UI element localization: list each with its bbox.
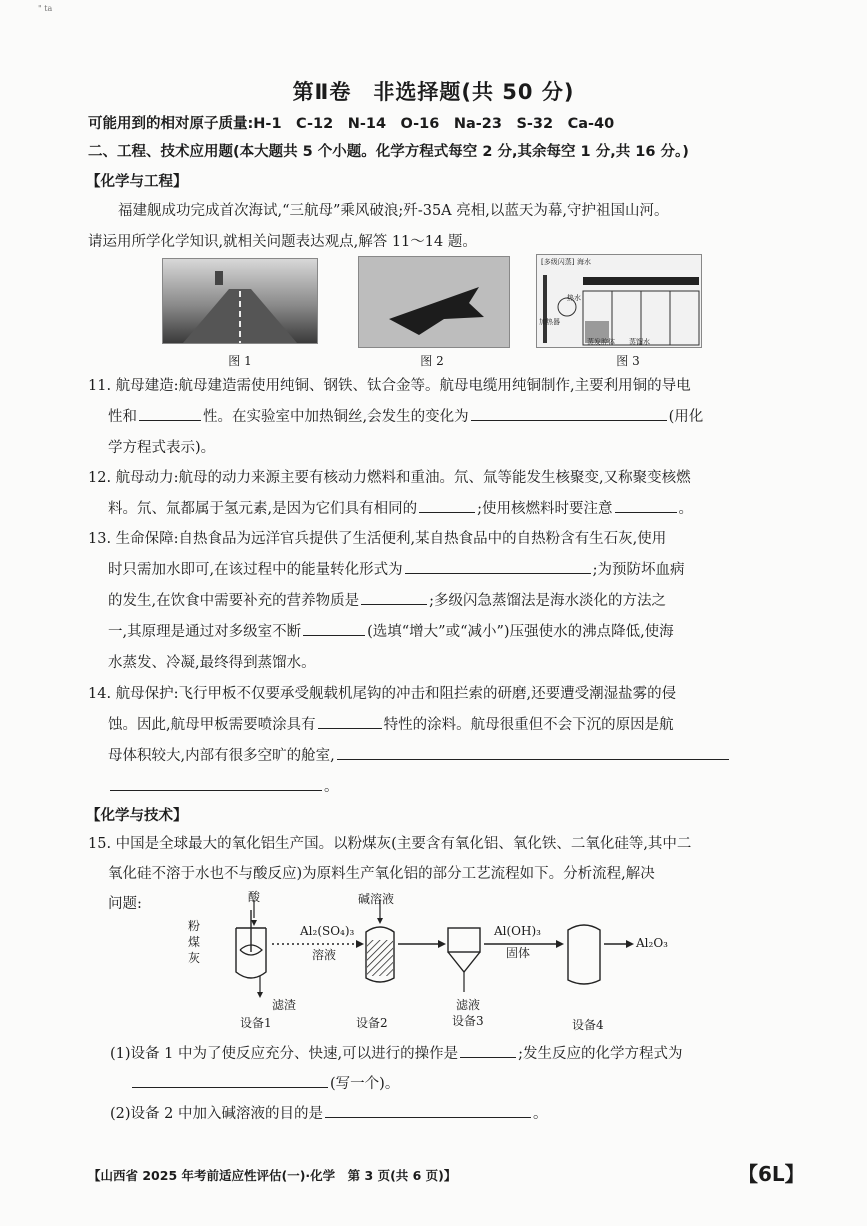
q15-part1-line-2 — [130, 1072, 399, 1093]
q13-text-6: (选填“增大”或“减小”)压强使水的沸点降低,使海 — [367, 624, 674, 640]
q12-line-2 — [108, 497, 693, 518]
q13-text-2: ;为预防坏血病 — [592, 562, 685, 578]
fig3-label-title: [多级闪蒸] — [541, 258, 575, 266]
q13-line-3 — [108, 589, 666, 610]
figure-3-caption: 图 3 — [616, 354, 640, 368]
corner-mark: " ta — [38, 4, 53, 13]
subsection-engineering: 【化学与工程】 — [86, 174, 188, 190]
flow-solution-formula: Al₂(SO₄)₃ — [300, 924, 355, 938]
atomic-masses: 可能用到的相对原子质量:H-1 C-12 N-14 O-16 Na-23 S-32 Ca-40 — [88, 116, 615, 132]
q15-line-3: 问题: — [108, 896, 142, 912]
q14-line-1: 14. 航母保护:飞行甲板不仅要承受舰载机尾钩的冲击和阻拦索的研磨,还要遭受潮湿盐雾的侵 — [88, 686, 677, 702]
q15-part1-line-1 — [110, 1042, 682, 1063]
q14-blank-2[interactable] — [337, 745, 729, 760]
figure-3-flash-distillation-diagram — [536, 254, 702, 348]
q13-text-4: ;多级闪急蒸馏法是海水淡化的方法之 — [429, 593, 666, 609]
q13-line-1: 13. 生命保障:自热食品为远洋官兵提供了生活便利,某自热食品中的自热粉含有生石灰,使用 — [88, 531, 667, 547]
q15-p2-text-1: (2)设备 2 中加入碱溶液的目的是 — [110, 1106, 323, 1122]
part-heading: 二、工程、技术应用题(本大题共 5 个小题。化学方程式每空 2 分,其余每空 1 分,共 16 分。) — [88, 144, 689, 160]
q12-text-2: ;使用核燃料时要注意 — [477, 501, 613, 517]
flow-solid-label: 固体 — [506, 946, 531, 960]
flow-device-1: 设备1 — [240, 1016, 272, 1030]
q13-text-1: 时只需加水即可,在该过程中的能量转化形式为 — [108, 562, 403, 578]
q11-text-1: 性和 — [108, 409, 137, 425]
q13-line-2 — [108, 558, 685, 579]
q12-text-1: 料。氘、氚都属于氢元素,是因为它们具有相同的 — [108, 501, 418, 517]
flow-device-2: 设备2 — [356, 1016, 388, 1030]
fig3-label-distilled: 蒸馏水 — [629, 338, 650, 346]
flow-device-3: 设备3 — [452, 1014, 484, 1028]
subsection-technology: 【化学与技术】 — [86, 808, 188, 824]
q15-p1-blank-1[interactable] — [460, 1043, 516, 1058]
flow-device-4: 设备4 — [572, 1018, 604, 1032]
q14-line-4 — [108, 775, 339, 796]
q11-text-3: (用化 — [668, 409, 704, 425]
flow-product-label: Al₂O₃ — [636, 936, 668, 950]
q11-line-2 — [108, 405, 703, 426]
q15-p1-text-3: (写一个)。 — [330, 1076, 400, 1092]
q15-p2-text-2: 。 — [532, 1106, 548, 1122]
q12-blank-2[interactable] — [615, 498, 677, 513]
q13-blank-3[interactable] — [303, 621, 365, 636]
q14-text-2: 特性的涂料。航母很重但不会下沉的原因是航 — [383, 717, 674, 733]
q15-p1-text-1: (1)设备 1 中为了使反应充分、快速,可以进行的操作是 — [110, 1046, 459, 1062]
fig3-label-chamber: 蒸发腔体 — [587, 338, 615, 346]
flow-alkali-label: 碱溶液 — [358, 892, 395, 906]
figure-1-caption: 图 1 — [228, 354, 252, 368]
q14-line-3 — [108, 744, 731, 765]
intro-line-2: 请运用所学化学知识,就相关问题表达观点,解答 11～14 题。 — [88, 234, 477, 250]
q13-text-5: 一,其原理是通过对多级室不断 — [108, 624, 302, 640]
q13-line-5: 水蒸发、冷凝,最终得到蒸馏水。 — [108, 655, 316, 671]
q15-p1-blank-2[interactable] — [132, 1073, 328, 1088]
q15-p2-blank[interactable] — [325, 1103, 531, 1118]
page-footer: 【山西省 2025 年考前适应性评估(一)·化学 第 3 页(共 6 页)】 — [88, 1168, 457, 1183]
flow-solution-label: 溶液 — [312, 948, 337, 962]
q12-line-1: 12. 航母动力:航母的动力来源主要有核动力燃料和重油。氘、氚等能发生核聚变,又称聚变核燃 — [88, 470, 691, 486]
fig3-label-heater: 加热器 — [539, 318, 560, 326]
q13-blank-1[interactable] — [405, 559, 591, 574]
figure-1-carrier-image — [162, 258, 318, 344]
section-title: 第Ⅱ卷 非选择题(共 50 分) — [292, 80, 575, 104]
q15-p1-text-2: ;发生反应的化学方程式为 — [518, 1046, 683, 1062]
page-code: 【6L】 — [738, 1162, 805, 1186]
flow-residue-label: 滤渣 — [272, 998, 297, 1012]
q12-blank-1[interactable] — [419, 498, 475, 513]
figure-2-caption: 图 2 — [420, 354, 444, 368]
q12-text-3: 。 — [678, 501, 693, 517]
q14-text-3: 母体积较大,内部有很多空旷的舱室, — [108, 748, 335, 764]
q15-part2-line — [110, 1102, 547, 1123]
q14-blank-3[interactable] — [110, 776, 322, 791]
figure-2-jet-image — [358, 256, 510, 348]
q15-line-2: 氧化硅不溶于水也不与酸反应)为原料生产氧化铝的部分工艺流程如下。分析流程,解决 — [108, 866, 655, 882]
q11-line-1: 11. 航母建造:航母建造需使用纯铜、钢铁、钛合金等。航母电缆用纯铜制作,主要利用铜的导电 — [88, 378, 691, 394]
process-flow-diagram — [180, 892, 700, 1032]
flow-acid-label: 酸 — [248, 890, 261, 904]
flow-input-label: 粉煤灰 — [188, 919, 201, 965]
fig3-label-hotwater: 热水 — [567, 294, 581, 302]
fig3-label-seawater: 海水 — [577, 258, 591, 266]
q11-blank-1[interactable] — [139, 406, 201, 421]
q14-text-4: 。 — [324, 779, 339, 795]
intro-line-1: 福建舰成功完成首次海试,“三航母”乘风破浪;歼-35A 亮相,以蓝天为幕,守护祖国山河。 — [118, 203, 669, 219]
q14-line-2 — [108, 713, 674, 734]
q14-blank-1[interactable] — [318, 714, 382, 729]
flow-hydroxide-formula: Al(OH)₃ — [494, 924, 541, 938]
q11-text-2: 性。在实验室中加热铜丝,会发生的变化为 — [203, 409, 469, 425]
q15-line-1: 15. 中国是全球最大的氧化铝生产国。以粉煤灰(主要含有氧化铝、氧化铁、二氧化硅等,其中二 — [88, 836, 692, 852]
q11-blank-2[interactable] — [471, 406, 667, 421]
flow-filtrate-label: 滤液 — [456, 998, 481, 1012]
q13-blank-2[interactable] — [361, 590, 427, 605]
q13-line-4 — [108, 620, 674, 641]
q13-text-3: 的发生,在饮食中需要补充的营养物质是 — [108, 593, 360, 609]
q11-line-3: 学方程式表示)。 — [108, 440, 216, 456]
q14-text-1: 蚀。因此,航母甲板需要喷涂具有 — [108, 717, 316, 733]
